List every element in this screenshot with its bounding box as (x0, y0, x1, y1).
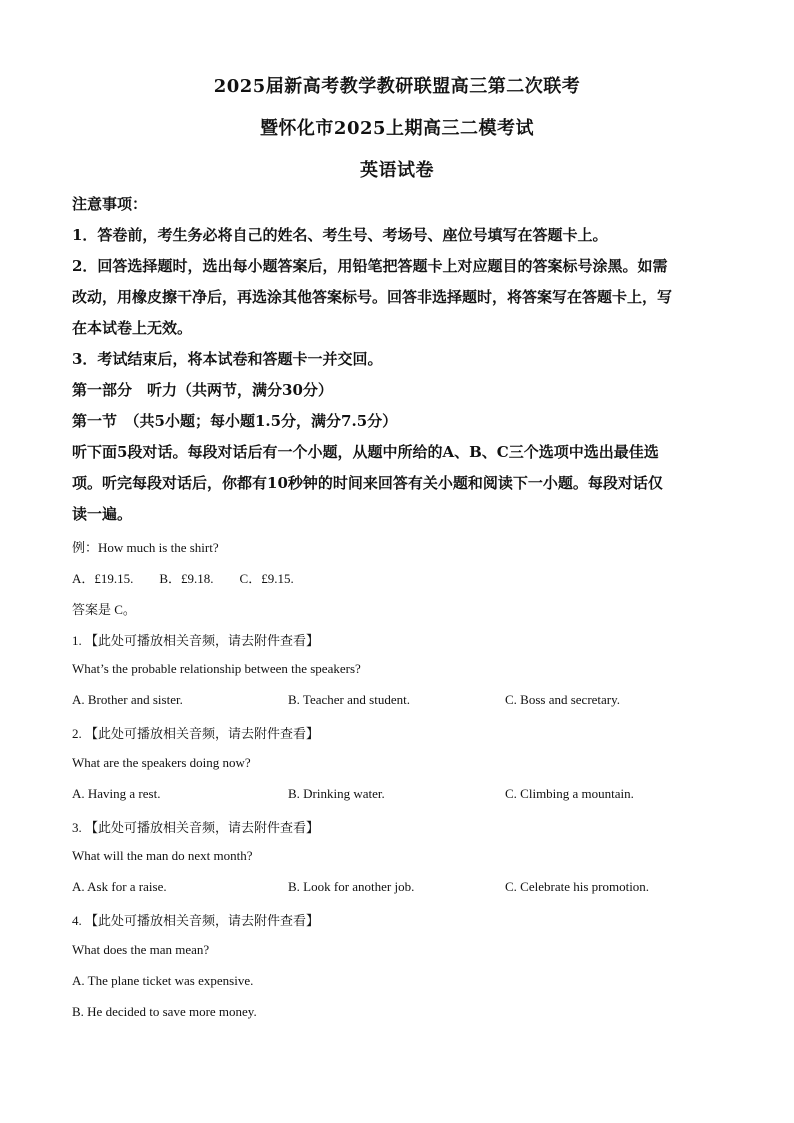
example-options: A．£19.15. B．£9.18. C．£9.15. (72, 571, 294, 586)
question-2-audio[interactable]: 2. 【此处可播放相关音频，请去附件查看】 (72, 726, 320, 741)
notice-item-2-line3: 在本试卷上无效。 (72, 319, 193, 337)
notice-item-2-line2: 改动，用橡皮擦干净后，再选涂其他答案标号。回答非选择题时，将答案写在答题卡上，写 (72, 288, 673, 306)
example-question: 例：How much is the shirt? (72, 540, 219, 555)
notice-item-2-line1: 2．回答选择题时，选出每小题答案后，用铅笔把答题卡上对应题目的答案标号涂黑。如需 (72, 257, 668, 275)
instructions-line2: 项。听完每段对话后，你都有10秒钟的时间来回答有关小题和阅读下一小题。每段对话仅 (72, 474, 663, 492)
question-3-option-c: C. Celebrate his promotion. (505, 879, 650, 894)
section-heading: 第一节 （共5小题；每小题1.5分，满分7.5分） (72, 412, 398, 430)
instructions-line1: 听下面5段对话。每段对话后有一个小题，从题中所给的A、B、C三个选项中选出最佳选 (72, 443, 659, 461)
question-2-option-c: C. Climbing a mountain. (505, 786, 634, 801)
question-4-option-b: B. He decided to save more money. (72, 1004, 257, 1019)
question-4-text: What does the man mean? (72, 942, 210, 957)
question-3-option-b: B. Look for another job. (288, 879, 415, 894)
question-3-audio[interactable]: 3. 【此处可播放相关音频，请去附件查看】 (72, 820, 320, 835)
exam-title-line2: 暨怀化市2025上期高三二模考试 (259, 118, 535, 139)
question-1-option-b: B. Teacher and student. (288, 692, 410, 707)
question-2-text: What are the speakers doing now? (72, 755, 251, 770)
question-1-text: What’s the probable relationship between the speakers? (72, 661, 361, 676)
exam-subject-title: 英语试卷 (360, 160, 434, 181)
question-2-option-a: A. Having a rest. (72, 786, 161, 801)
exam-title-line1: 2025届新高考教学教研联盟高三第二次联考 (213, 76, 581, 97)
notice-item-1: 1．答卷前，考生务必将自己的姓名、考生号、考场号、座位号填写在答题卡上。 (72, 226, 608, 244)
question-1-option-c: C. Boss and secretary. (505, 692, 621, 707)
question-4-audio[interactable]: 4. 【此处可播放相关音频，请去附件查看】 (72, 913, 320, 928)
instructions-line3: 读一遍。 (72, 505, 133, 523)
question-2-option-b: B. Drinking water. (288, 786, 385, 801)
question-1-option-a: A. Brother and sister. (72, 692, 183, 707)
example-answer: 答案是 C。 (72, 602, 136, 617)
question-3-text: What will the man do next month? (72, 848, 253, 863)
question-3-option-a: A. Ask for a raise. (72, 879, 167, 894)
part-heading: 第一部分 听力（共两节，满分30分） (72, 381, 333, 399)
notice-heading: 注意事项： (72, 195, 148, 213)
question-1-audio[interactable]: 1. 【此处可播放相关音频，请去附件查看】 (72, 633, 320, 648)
notice-item-3: 3．考试结束后，将本试卷和答题卡一并交回。 (72, 350, 383, 368)
question-4-option-a: A. The plane ticket was expensive. (72, 973, 254, 988)
